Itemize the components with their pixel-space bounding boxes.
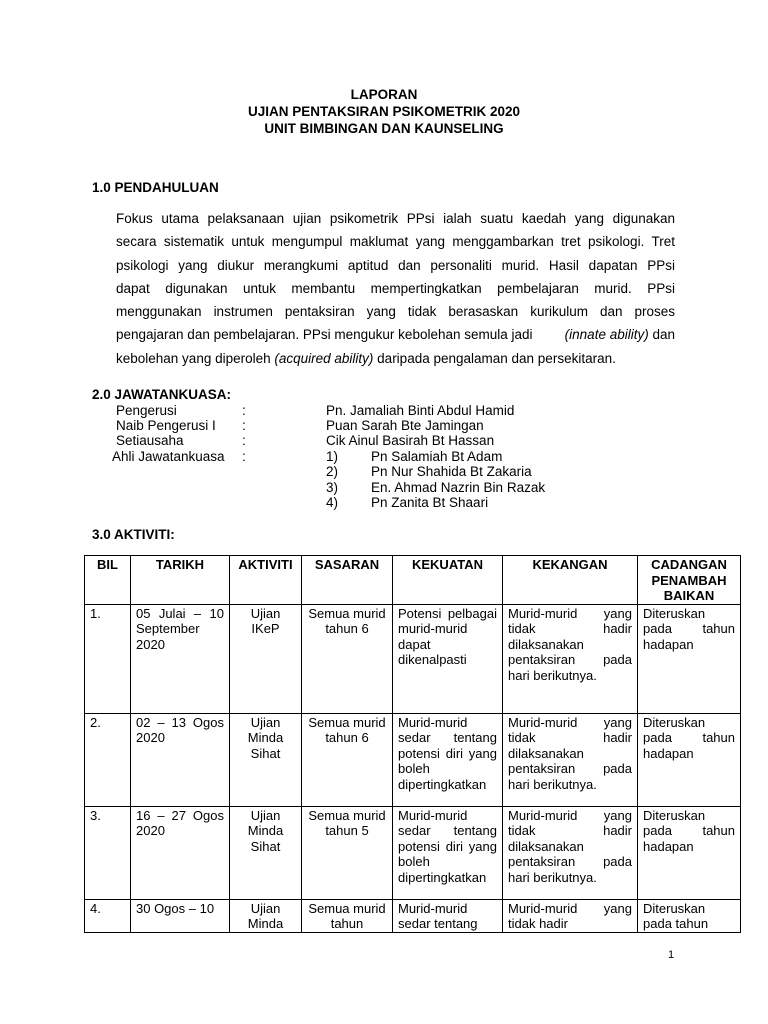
paragraph-line: secara sistematik untuk mengumpul maklumat yang menggambarkan tret psikologi. Tret — [116, 234, 675, 250]
activities-table — [84, 555, 741, 933]
italic-term: (innate ability) — [564, 327, 649, 343]
committee-role: Setiausaha — [116, 433, 184, 448]
paragraph-text — [565, 323, 675, 346]
cell-tarikh: 05 Julai – 10 September 2020 — [131, 604, 230, 713]
committee-colon: : — [242, 418, 246, 433]
section-heading-committee: 2.0 JAWATANKUASA: — [92, 387, 232, 402]
cell-tarikh: 30 Ogos – 10 — [131, 899, 230, 932]
committee-role: Naib Pengerusi I — [116, 418, 216, 433]
cell-kekuatan: Potensi pelbagai murid-murid dapat dikenalpasti — [393, 604, 503, 713]
cell-tarikh: 02 – 13 Ogos 2020 — [131, 713, 230, 806]
cell-cadangan: Diteruskan pada tahun hadapan — [638, 604, 741, 713]
committee-number: 3) — [326, 480, 339, 495]
cell-bil: 3. — [85, 806, 131, 899]
cell-sasaran: Semua murid tahun 6 — [302, 713, 393, 806]
paragraph-text: daripada pengalaman dan persekitaran. — [373, 350, 616, 366]
cell-kekuatan: Murid-murid sedar tentang potensi diri yang boleh dipertingkatkan — [393, 713, 503, 806]
committee-name: En. Ahmad Nazrin Bin Razak — [371, 480, 546, 495]
paragraph-text: kebolehan yang diperoleh — [116, 350, 275, 366]
page-number: 1 — [668, 949, 675, 961]
cell-kekuatan: Murid-murid sedar tentang potensi diri yang boleh dipertingkatkan — [393, 806, 503, 899]
cell-cadangan: Diteruskan pada tahun hadapan — [638, 806, 741, 899]
cell-sasaran: Semua murid tahun 5 — [302, 806, 393, 899]
paragraph-line: psikologi yang diukur merangkumi aptitud dan personaliti murid. Hasil dapatan PPsi — [116, 257, 675, 273]
report-unit: UNIT BIMBINGAN DAN KAUNSELING — [264, 121, 504, 136]
table-header-row — [85, 556, 741, 605]
report-subtitle: UJIAN PENTAKSIRAN PSIKOMETRIK 2020 — [247, 104, 521, 119]
committee-role: Pengerusi — [116, 403, 177, 418]
paragraph-line: dapat digunakan untuk membantu mempertingkatkan pembelajaran murid. PPsi — [116, 280, 675, 296]
section-heading-intro: 1.0 PENDAHULUAN — [92, 180, 219, 195]
cell-kekangan: Murid-murid yang tidak hadir dilaksanakan pentaksiran pada hari berikutnya. — [503, 713, 638, 806]
column-header-aktiviti: AKTIVITI — [230, 556, 302, 605]
paragraph-line-mixed — [116, 323, 675, 346]
column-header-sasaran: SASARAN — [302, 556, 393, 605]
committee-name: Cik Ainul Basirah Bt Hassan — [326, 433, 495, 448]
committee-colon: : — [242, 403, 246, 418]
cell-aktiviti: Ujian Minda Sihat — [230, 713, 302, 806]
committee-name: Puan Sarah Bte Jamingan — [326, 418, 484, 433]
intro-paragraph — [116, 207, 675, 370]
cell-sasaran: Semua murid tahun 6 — [302, 604, 393, 713]
column-header-cadangan: CADANGAN PENAMBAH BAIKAN — [638, 556, 741, 605]
cell-aktiviti: Ujian IKeP — [230, 604, 302, 713]
cell-tarikh: 16 – 27 Ogos 2020 — [131, 806, 230, 899]
italic-term: (acquired ability) — [274, 350, 374, 366]
committee-name: Pn Salamiah Bt Adam — [371, 449, 503, 464]
table-row — [85, 806, 741, 899]
paragraph-line: menggunakan instrumen pentaksiran yang tidak berasaskan kurikulum dan proses — [116, 304, 675, 320]
cell-kekuatan: Murid-murid sedar tentang — [393, 899, 503, 932]
column-header-kekuatan: KEKUATAN — [393, 556, 503, 605]
committee-name: Pn Zanita Bt Shaari — [371, 495, 489, 510]
committee-colon: : — [242, 433, 246, 448]
committee-name: Pn Nur Shahida Bt Zakaria — [371, 464, 532, 479]
committee-number: 2) — [326, 464, 339, 479]
section-heading-activities: 3.0 AKTIVITI: — [92, 527, 175, 542]
cell-kekangan: Murid-murid yang tidak hadir dilaksanakan pentaksiran pada hari berikutnya. — [503, 806, 638, 899]
paragraph-line-mixed — [116, 347, 675, 370]
table-row — [85, 713, 741, 806]
cell-kekangan: Murid-murid yang tidak hadir dilaksanakan pentaksiran pada hari berikutnya. — [503, 604, 638, 713]
cell-cadangan: Diteruskan pada tahun hadapan — [638, 713, 741, 806]
paragraph-text: dan — [648, 327, 675, 343]
cell-bil: 4. — [85, 899, 131, 932]
paragraph-text: pengajaran dan pembelajaran. PPsi mengukur kebolehan semula jadi — [116, 327, 533, 343]
committee-role: Ahli Jawatankuasa — [112, 449, 225, 464]
cell-aktiviti: Ujian Minda — [230, 899, 302, 932]
column-header-kekangan: KEKANGAN — [503, 556, 638, 605]
cell-bil: 2. — [85, 713, 131, 806]
committee-number: 1) — [326, 449, 339, 464]
report-title: LAPORAN — [350, 87, 418, 102]
cell-cadangan: Diteruskan pada tahun — [638, 899, 741, 932]
committee-name: Pn. Jamaliah Binti Abdul Hamid — [326, 403, 515, 418]
cell-kekangan: Murid-murid yang tidak hadir — [503, 899, 638, 932]
table-row — [85, 604, 741, 713]
table-row — [85, 899, 741, 932]
column-header-bil: BIL — [85, 556, 131, 605]
cell-bil: 1. — [85, 604, 131, 713]
paragraph-line: Fokus utama pelaksanaan ujian psikometrik PPsi ialah suatu kaedah yang digunakan — [116, 211, 675, 226]
cell-aktiviti: Ujian Minda Sihat — [230, 806, 302, 899]
column-header-tarikh: TARIKH — [131, 556, 230, 605]
committee-number: 4) — [326, 495, 339, 510]
cell-sasaran: Semua murid tahun — [302, 899, 393, 932]
committee-colon: : — [242, 449, 246, 464]
